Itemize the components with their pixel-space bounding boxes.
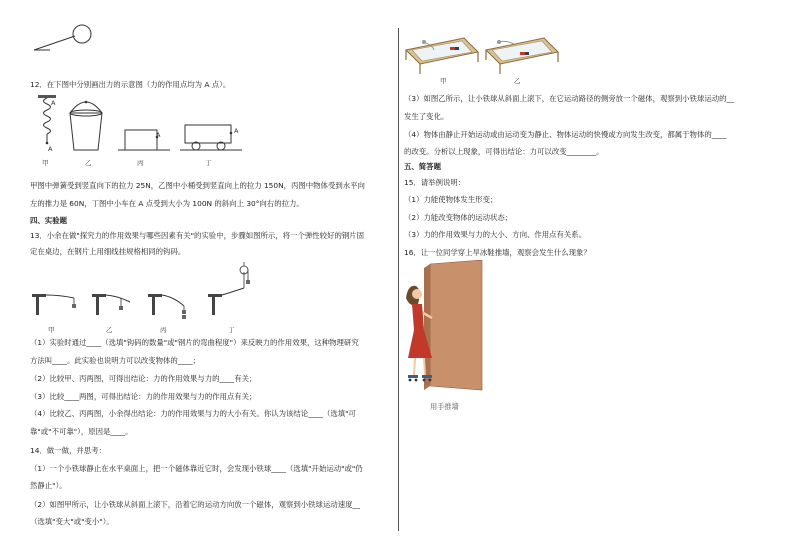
column-divider [398,28,399,531]
q15-sub3: （3）力的作用效果与力的大小、方向、作用点有关系。 [404,230,587,239]
section-5-heading: 五、简答题 [404,162,441,171]
q12-label-a-bing: A [156,131,161,139]
q14-sub4-line2: 的改变。分析以上现象，可得出结论：力可以改变________。 [404,147,604,156]
q13-line1: 13．小余在做"探究力的作用效果与哪些因素有关"的实验中，步骤如图所示，将一个弹性较好的钢片固 [30,231,365,240]
q12-figures [30,95,250,165]
q12-label-yi: 乙 [85,159,92,167]
q12-label-jia: 甲 [42,159,49,167]
q13-label-bing: 丙 [160,326,167,334]
section-4-heading: 四、实验题 [30,216,67,225]
q12-label-ding: 丁 [205,159,212,167]
q15-text: 15．请举例说明： [404,178,466,187]
q14-sub1-line1: （1）一个小铁球静止在水平桌面上，把一个磁体靠近它时，会发现小铁球____（选填"开始运动"或"仍 [30,464,363,473]
q14-sub2-line2: （选填"变大"或"变小"）。 [30,517,114,526]
q13-figures [30,262,260,327]
q13-sub4-line2: 靠"或"不可靠"），原因是____。 [30,427,133,436]
q13-label-jia: 甲 [48,326,55,334]
q14-text: 14．做一做，并思考： [30,446,106,455]
q13-sub2: （2）比较甲、丙两图，可得出结论：力的作用效果与力的____有关； [30,374,257,383]
q15-sub1: （1）力能使物体发生形变； [404,195,498,204]
q12-desc-line1: 甲图中弹簧受到竖直向下的拉力 25N，乙图中小桶受到竖直向上的拉力 150N，丙图中物体受到水平向 [30,181,365,190]
q15-sub2: （2）力能改变物体的运动状态； [404,213,513,222]
pendulum-figure [30,24,100,52]
push-wall-illustration [402,260,502,395]
q14-sub3-line1: （3）如图乙所示，让小铁球从斜面上滚下，在它运动路径的侧旁放一个磁体，观察到小铁球运动的__ [404,94,734,103]
q13-sub1-line1: （1）实验时通过____（选填"钩码的数量"或"钢片的弯曲程度"）来反映力的作用效果，这种物理研究 [30,338,359,347]
q14-sub1-line2: 然静止"）。 [30,481,67,490]
q13-sub1-line2: 方法叫____。此实验也说明力可以改变物体的____； [30,356,200,365]
q13-label-ding: 丁 [228,326,235,334]
q13-line2: 定在桌边，在钢片上用细线挂规格相同的钩码。 [30,247,186,256]
q14-sub4-line1: （4）物体由静止开始运动或由运动变为静止、物体运动的快慢或方向发生改变，都属于物体的____ [404,130,727,139]
q12-label-bing: 丙 [137,159,144,167]
q12-label-a-yi: A [51,99,56,107]
q16-text: 16．让一位同学穿上旱冰鞋推墙，观察会发生什么现象？ [404,248,591,257]
fig-label-jia: 甲 [440,77,447,85]
q14-tray-figures [402,30,562,82]
q14-sub3-line2: 发生了变化。 [404,112,449,121]
q12-text: 12．在下图中分别画出力的示意图（力的作用点均为 A 点）。 [30,80,231,89]
q14-sub2-line1: （2）如图甲所示，让小铁球从斜面上滚下，沿着它的运动方向放一个磁体，观察到小铁球运动速度__ [30,500,360,509]
fig-label-yi: 乙 [514,77,521,85]
q13-sub3: （3）比较____两图，可得出结论：力的作用效果与力的作用点有关； [30,392,257,401]
q13-sub4-line1: （4）比较乙、丙两图，小余得出结论：力的作用效果与力的大小有关。你认为该结论____（选填"可 [30,409,356,418]
q12-label-a-jia: A [48,145,53,153]
q12-desc-line2: 左的推力是 60N，丁图中小车在 A 点受到大小为 100N 的斜向上 30°向右的拉力。 [30,199,304,208]
q13-label-yi: 乙 [106,326,113,334]
illustration-caption: 用手推墙 [430,402,459,411]
q12-label-a-ding: A [234,127,239,135]
